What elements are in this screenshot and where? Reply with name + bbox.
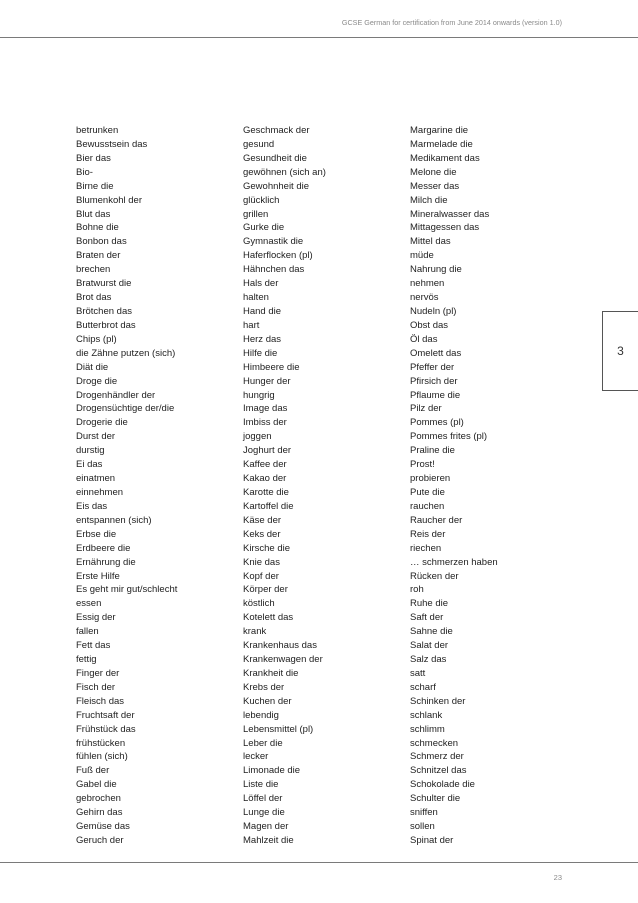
vocabulary-entry: Krankenhaus das xyxy=(243,640,317,652)
vocabulary-entry: Margarine die xyxy=(410,125,469,136)
vocabulary-entry: Mahlzeit die xyxy=(243,835,294,847)
vocabulary-entry: Bio- xyxy=(76,166,93,178)
vocabulary-entry: Braten der xyxy=(76,250,121,262)
vocabulary-entry: Bohne die xyxy=(76,222,119,234)
vocabulary-entry: joggen xyxy=(243,431,272,443)
vocabulary-entry: Finger der xyxy=(76,667,120,679)
vocabulary-entry: Diät die xyxy=(76,361,109,373)
vocabulary-entry: Leber die xyxy=(243,737,283,749)
vocabulary-entry: gebrochen xyxy=(76,793,121,805)
vocabulary-entry: betrunken xyxy=(76,125,119,136)
vocabulary-entry: Gurke die xyxy=(243,222,285,234)
vocabulary-entry: Prost! xyxy=(410,459,435,471)
vocabulary-entry: scharf xyxy=(410,681,436,693)
vocabulary-entry: Käse der xyxy=(243,514,282,526)
vocabulary-entry: Es geht mir gut/schlecht xyxy=(76,584,178,596)
vocabulary-entry: nehmen xyxy=(410,278,445,290)
vocabulary-entry: Limonade die xyxy=(243,765,301,777)
vocabulary-entry: Praline die xyxy=(410,445,455,457)
vocabulary-entry: Blut das xyxy=(76,208,111,220)
vocabulary-entry: Drogenhändler der xyxy=(76,389,156,401)
vocabulary-entry: Erste Hilfe xyxy=(76,570,120,582)
vocabulary-entry: hart xyxy=(243,319,260,331)
vocabulary-entry: Pute die xyxy=(410,486,445,498)
section-tab-label: 3 xyxy=(617,344,624,358)
vocabulary-entry: Spinat der xyxy=(410,835,454,847)
vocabulary-entry: fühlen (sich) xyxy=(76,751,128,763)
vocabulary-entry: Droge die xyxy=(76,375,118,387)
vocabulary-entry: Mittagessen das xyxy=(410,222,480,234)
vocabulary-entry: Kotelett das xyxy=(243,612,294,624)
vocabulary-entry: Haferflocken (pl) xyxy=(243,250,313,262)
vocabulary-entry: Schnitzel das xyxy=(410,765,467,777)
vocabulary-entry: schmecken xyxy=(410,737,459,749)
vocabulary-entry: Gewohnheit die xyxy=(243,180,310,192)
vocabulary-entry: Hähnchen das xyxy=(243,264,305,276)
vocabulary-entry: Knie das xyxy=(243,556,280,568)
vocabulary-entry: Kaffee der xyxy=(243,459,287,471)
vocabulary-entry: gesund xyxy=(243,138,275,150)
vocabulary-entry: … schmerzen haben xyxy=(410,556,498,568)
vocabulary-entry: Brot das xyxy=(76,292,112,304)
vocabulary-entry: nervös xyxy=(410,292,439,304)
vocabulary-entry: Nudeln (pl) xyxy=(410,305,457,317)
vocabulary-entry: entspannen (sich) xyxy=(76,514,152,526)
vocabulary-entry: Kartoffel die xyxy=(243,500,294,512)
vocabulary-entry: Keks der xyxy=(243,528,281,540)
vocabulary-entry: müde xyxy=(410,250,434,262)
vocabulary-entry: probieren xyxy=(410,473,451,485)
vocabulary-entry: Saft der xyxy=(410,612,444,624)
header-rule xyxy=(0,37,638,38)
vocabulary-entry: Gesundheit die xyxy=(243,152,307,164)
vocabulary-entry: Himbeere die xyxy=(243,361,300,373)
vocabulary-entry: sollen xyxy=(410,821,435,833)
vocabulary-entry: Bratwurst die xyxy=(76,278,132,290)
vocabulary-entry: Eis das xyxy=(76,500,108,512)
vocabulary-entry: Öl das xyxy=(410,333,438,345)
vocabulary-entry: essen xyxy=(76,598,102,610)
vocabulary-entry: Magen der xyxy=(243,821,289,833)
vocabulary-entry: satt xyxy=(410,667,426,679)
vocabulary-entry: Lunge die xyxy=(243,807,285,819)
vocabulary-entry: Pilz der xyxy=(410,403,442,415)
vocabulary-entry: Frühstück das xyxy=(76,723,136,735)
vocabulary-entry: Pfeffer der xyxy=(410,361,455,373)
vocabulary-entry: Hals der xyxy=(243,278,279,290)
vocabulary-entry: Löffel der xyxy=(243,793,283,805)
vocabulary-entry: fallen xyxy=(76,626,99,638)
vocabulary-entry: einatmen xyxy=(76,473,116,485)
footer-rule xyxy=(0,862,638,863)
vocabulary-entry: Fisch der xyxy=(76,681,116,693)
vocabulary-entry: roh xyxy=(410,584,424,596)
vocabulary-entry: Raucher der xyxy=(410,514,463,526)
vocabulary-entry: Omelett das xyxy=(410,347,462,359)
vocabulary-entry: fettig xyxy=(76,654,97,666)
vocabulary-entry: Pfirsich der xyxy=(410,375,458,387)
vocabulary-entry: Erbse die xyxy=(76,528,117,540)
vocabulary-entry: schlimm xyxy=(410,723,445,735)
vocabulary-entry: gewöhnen (sich an) xyxy=(243,166,326,178)
vocabulary-entry: Salz das xyxy=(410,654,447,666)
vocabulary-entry: riechen xyxy=(410,542,442,554)
vocabulary-entry: Gehirn das xyxy=(76,807,123,819)
vocabulary-entry: Birne die xyxy=(76,180,114,192)
vocabulary-entry: Geschmack der xyxy=(243,125,310,136)
vocabulary-entry: Pflaume die xyxy=(410,389,461,401)
vocabulary-entry: Kuchen der xyxy=(243,695,292,707)
vocabulary-entry: Karotte die xyxy=(243,486,289,498)
vocabulary-entry: Bonbon das xyxy=(76,236,127,248)
vocabulary-entry: Hunger der xyxy=(243,375,291,387)
vocabulary-entry: lebendig xyxy=(243,709,279,721)
vocabulary-entry: Messer das xyxy=(410,180,460,192)
vocabulary-entry: Essig der xyxy=(76,612,116,624)
vocabulary-entry: hungrig xyxy=(243,389,275,401)
vocabulary-entry: grillen xyxy=(243,208,269,220)
vocabulary-column-2 xyxy=(243,124,326,848)
vocabulary-entry: Gabel die xyxy=(76,779,117,791)
section-tab xyxy=(602,311,638,391)
vocabulary-entry: Chips (pl) xyxy=(76,333,117,345)
vocabulary-entry: Ei das xyxy=(76,459,103,471)
vocabulary-entry: frühstücken xyxy=(76,737,126,749)
vocabulary-entry: Gymnastik die xyxy=(243,236,304,248)
vocabulary-entry: Sahne die xyxy=(410,626,453,638)
vocabulary-entry: Milch die xyxy=(410,194,448,206)
vocabulary-entry: Salat der xyxy=(410,640,449,652)
vocabulary-entry: Mittel das xyxy=(410,236,451,248)
vocabulary-entry: Melone die xyxy=(410,166,457,178)
vocabulary-entry: halten xyxy=(243,292,269,304)
vocabulary-entry: Drogerie die xyxy=(76,417,128,429)
vocabulary-entry: einnehmen xyxy=(76,486,124,498)
vocabulary-entry: Hand die xyxy=(243,305,282,317)
vocabulary-entry: Kirsche die xyxy=(243,542,290,554)
vocabulary-entry: Krebs der xyxy=(243,681,285,693)
page-number: 23 xyxy=(553,873,562,882)
vocabulary-entry: glücklich xyxy=(243,194,280,206)
vocabulary-entry: Marmelade die xyxy=(410,138,473,150)
vocabulary-entry: Körper der xyxy=(243,584,288,596)
vocabulary-entry: Krankenwagen der xyxy=(243,654,323,666)
vocabulary-entry: Obst das xyxy=(410,319,449,331)
vocabulary-entry: Schmerz der xyxy=(410,751,464,763)
vocabulary-entry: Gemüse das xyxy=(76,821,130,833)
vocabulary-entry: Hilfe die xyxy=(243,347,278,359)
vocabulary-entry: Bier das xyxy=(76,152,111,164)
vocabulary-entry: Fleisch das xyxy=(76,695,125,707)
vocabulary-entry: Pommes frites (pl) xyxy=(410,431,488,443)
vocabulary-entry: Fuß der xyxy=(76,765,110,777)
vocabulary-column-3 xyxy=(410,124,498,848)
vocabulary-entry: Drogensüchtige der/die xyxy=(76,403,175,415)
vocabulary-entry: Schokolade die xyxy=(410,779,475,791)
vocabulary-entry: Erdbeere die xyxy=(76,542,131,554)
vocabulary-entry: Rücken der xyxy=(410,570,459,582)
vocabulary-entry: köstlich xyxy=(243,598,275,610)
vocabulary-entry: Kopf der xyxy=(243,570,279,582)
vocabulary-entry: Butterbrot das xyxy=(76,319,136,331)
vocabulary-entry: Reis der xyxy=(410,528,446,540)
vocabulary-entry: sniffen xyxy=(410,807,438,819)
vocabulary-entry: Brötchen das xyxy=(76,305,132,317)
vocabulary-entry: Fett das xyxy=(76,640,111,652)
vocabulary-entry: brechen xyxy=(76,264,111,276)
vocabulary-entry: krank xyxy=(243,626,267,638)
vocabulary-entry: Schinken der xyxy=(410,695,466,707)
vocabulary-entry: Lebensmittel (pl) xyxy=(243,723,314,735)
vocabulary-entry: Imbiss der xyxy=(243,417,287,429)
vocabulary-entry: Blumenkohl der xyxy=(76,194,143,206)
vocabulary-entry: Liste die xyxy=(243,779,279,791)
vocabulary-entry: Kakao der xyxy=(243,473,287,485)
vocabulary-entry: lecker xyxy=(243,751,269,763)
vocabulary-entry: Ernährung die xyxy=(76,556,136,568)
vocabulary-entry: Ruhe die xyxy=(410,598,449,610)
running-header: GCSE German for certification from June 2014 onwards (version 1.0) xyxy=(341,18,562,27)
vocabulary-column-1 xyxy=(76,124,177,848)
vocabulary-entry: Bewusstsein das xyxy=(76,138,148,150)
vocabulary-entry: schlank xyxy=(410,709,443,721)
vocabulary-entry: rauchen xyxy=(410,500,445,512)
vocabulary-entry: Joghurt der xyxy=(243,445,292,457)
vocabulary-entry: Nahrung die xyxy=(410,264,462,276)
vocabulary-entry: Image das xyxy=(243,403,288,415)
vocabulary-entry: Geruch der xyxy=(76,835,124,847)
vocabulary-entry: Medikament das xyxy=(410,152,480,164)
vocabulary-entry: Herz das xyxy=(243,333,282,345)
vocabulary-entry: Mineralwasser das xyxy=(410,208,490,220)
vocabulary-entry: die Zähne putzen (sich) xyxy=(76,347,176,359)
vocabulary-entry: Krankheit die xyxy=(243,667,299,679)
vocabulary-entry: durstig xyxy=(76,445,105,457)
vocabulary-entry: Durst der xyxy=(76,431,116,443)
vocabulary-entry: Pommes (pl) xyxy=(410,417,464,429)
vocabulary-entry: Fruchtsaft der xyxy=(76,709,135,721)
vocabulary-entry: Schulter die xyxy=(410,793,461,805)
